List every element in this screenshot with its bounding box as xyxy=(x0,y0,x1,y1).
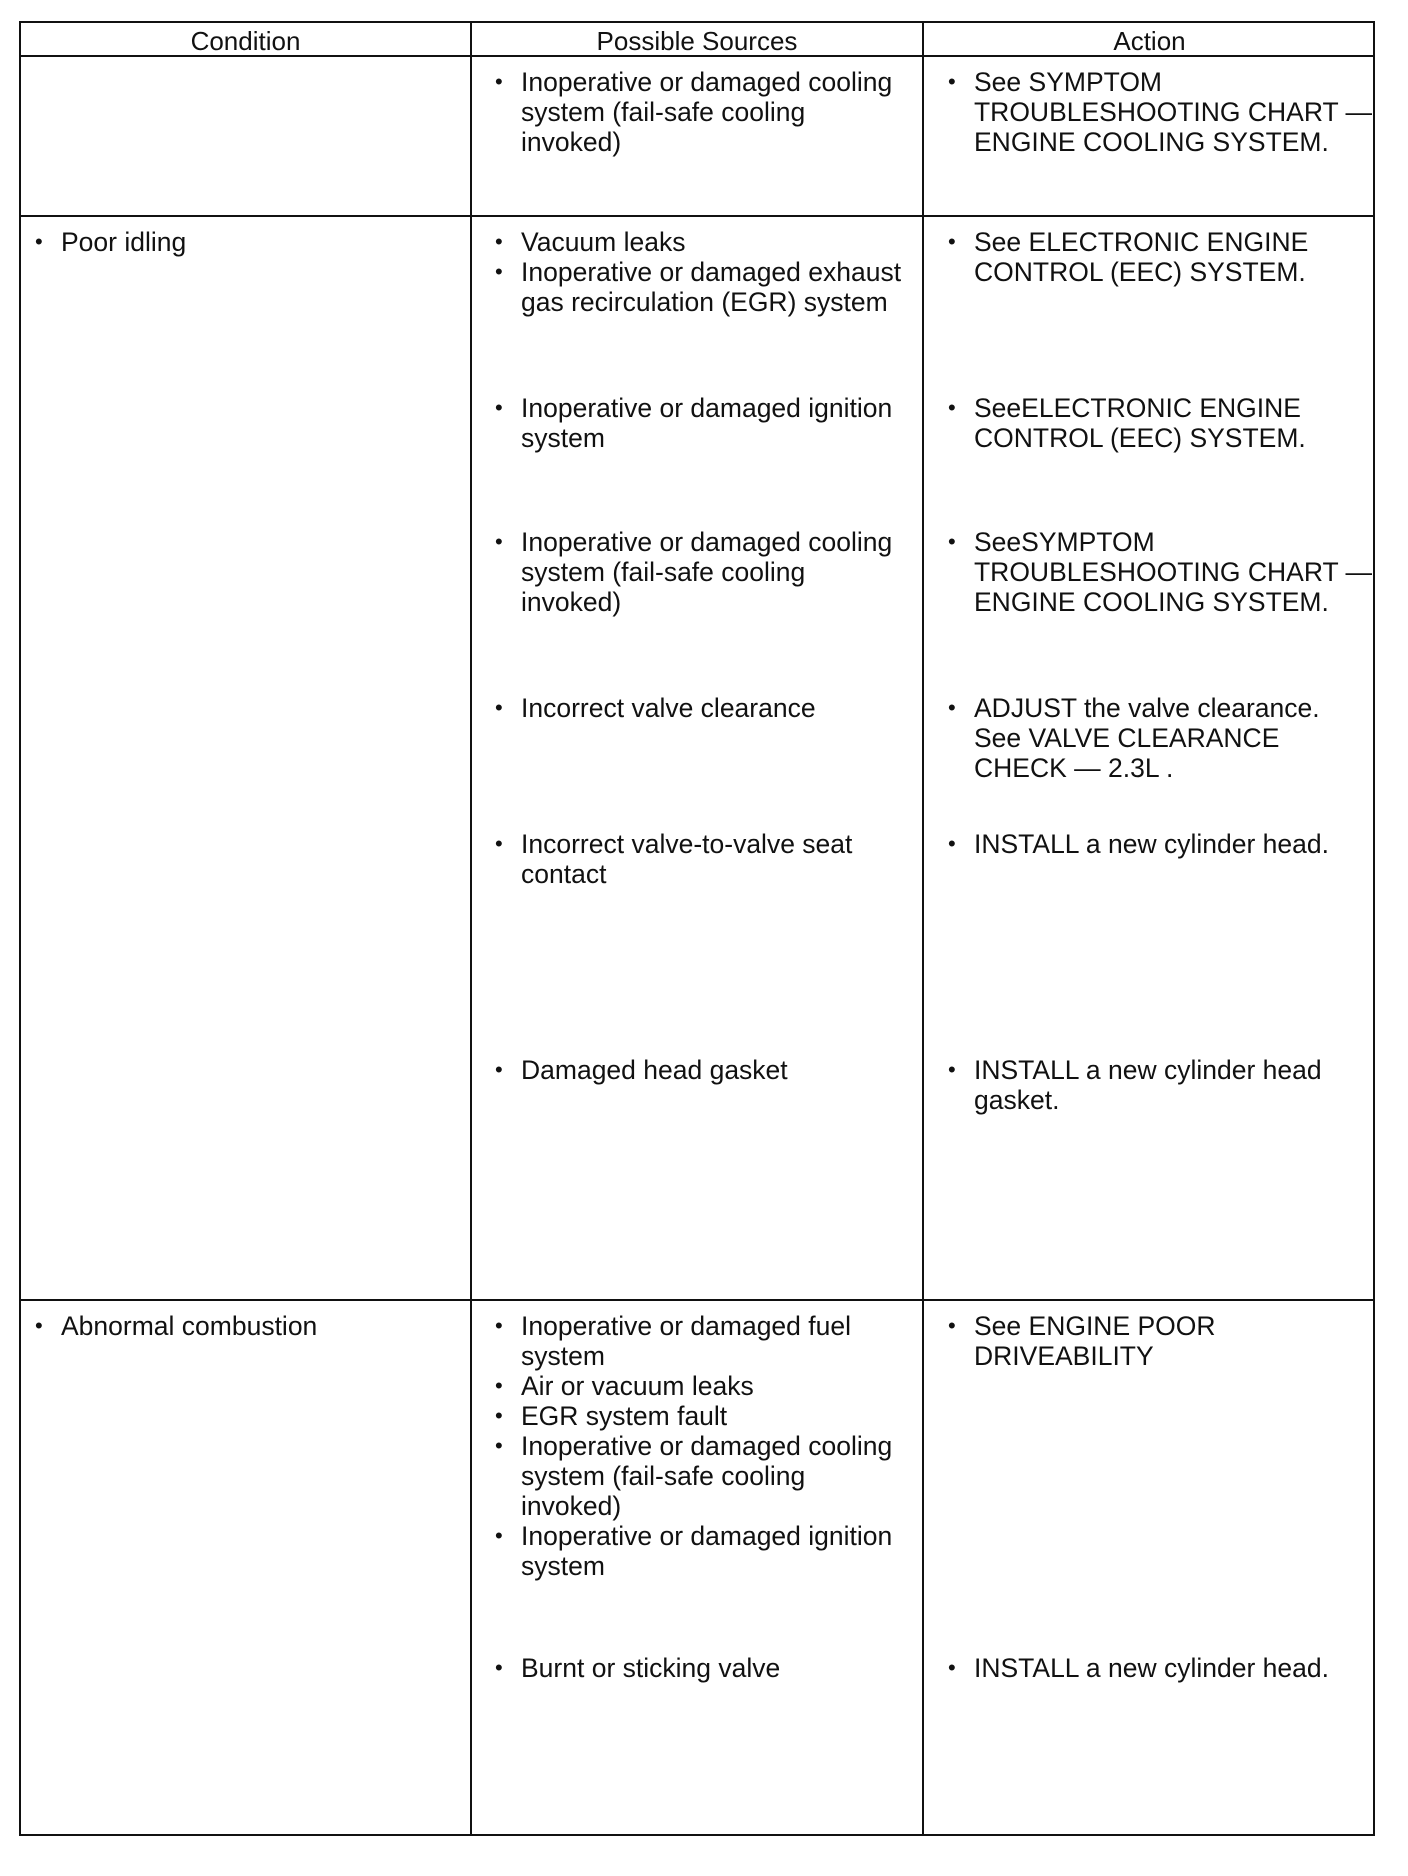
action-item: • INSTALL a new cylinder head gasket. xyxy=(944,1055,1364,1115)
source-item: • Inoperative or damaged cooling system (fail-safe cooling invoked) xyxy=(491,67,911,157)
troubleshooting-table xyxy=(19,21,1375,1836)
source-item: • Air or vacuum leaks xyxy=(491,1371,911,1401)
source-item: • Inoperative or damaged cooling system (fail-safe cooling invoked) xyxy=(491,1431,911,1521)
condition-poor-idling: • Poor idling xyxy=(31,227,451,257)
action-item: • INSTALL a new cylinder head. xyxy=(944,1653,1364,1683)
header-action: Action xyxy=(1113,26,1186,56)
column-divider xyxy=(922,23,924,1834)
action-item: • SeeSYMPTOM TROUBLESHOOTING CHART — ENGINE COOLING SYSTEM. xyxy=(944,527,1376,617)
header-condition: Condition xyxy=(190,26,301,56)
source-item: • EGR system fault xyxy=(491,1401,911,1431)
header-possible-sources: Possible Sources xyxy=(596,26,798,56)
source-item: • Inoperative or damaged fuel system xyxy=(491,1311,911,1371)
action-item: • ADJUST the valve clearance. See VALVE CLEARANCE CHECK — 2.3L . xyxy=(944,693,1364,783)
condition-abnormal-combustion: • Abnormal combustion xyxy=(31,1311,451,1341)
source-item: • Inoperative or damaged cooling system (fail-safe cooling invoked) xyxy=(491,527,911,617)
source-item: • Vacuum leaks xyxy=(491,227,911,257)
action-item: • See SYMPTOM TROUBLESHOOTING CHART — ENGINE COOLING SYSTEM. xyxy=(944,67,1376,157)
action-item: • See ENGINE POOR DRIVEABILITY xyxy=(944,1311,1364,1371)
source-item: • Incorrect valve-to-valve seat contact xyxy=(491,829,911,889)
column-divider xyxy=(470,23,472,1834)
source-item: • Inoperative or damaged ignition system xyxy=(491,393,911,453)
source-item: • Burnt or sticking valve xyxy=(491,1653,911,1683)
source-item: • Incorrect valve clearance xyxy=(491,693,911,723)
action-item: • INSTALL a new cylinder head. xyxy=(944,829,1364,859)
source-item: • Inoperative or damaged exhaust gas recirculation (EGR) system xyxy=(491,257,911,317)
row-divider xyxy=(21,215,1373,217)
action-item: • SeeELECTRONIC ENGINE CONTROL (EEC) SYSTEM. xyxy=(944,393,1364,453)
source-item: • Damaged head gasket xyxy=(491,1055,911,1085)
action-item: • See ELECTRONIC ENGINE CONTROL (EEC) SYSTEM. xyxy=(944,227,1364,287)
source-item: • Inoperative or damaged ignition system xyxy=(491,1521,911,1581)
row-divider xyxy=(21,1299,1373,1301)
